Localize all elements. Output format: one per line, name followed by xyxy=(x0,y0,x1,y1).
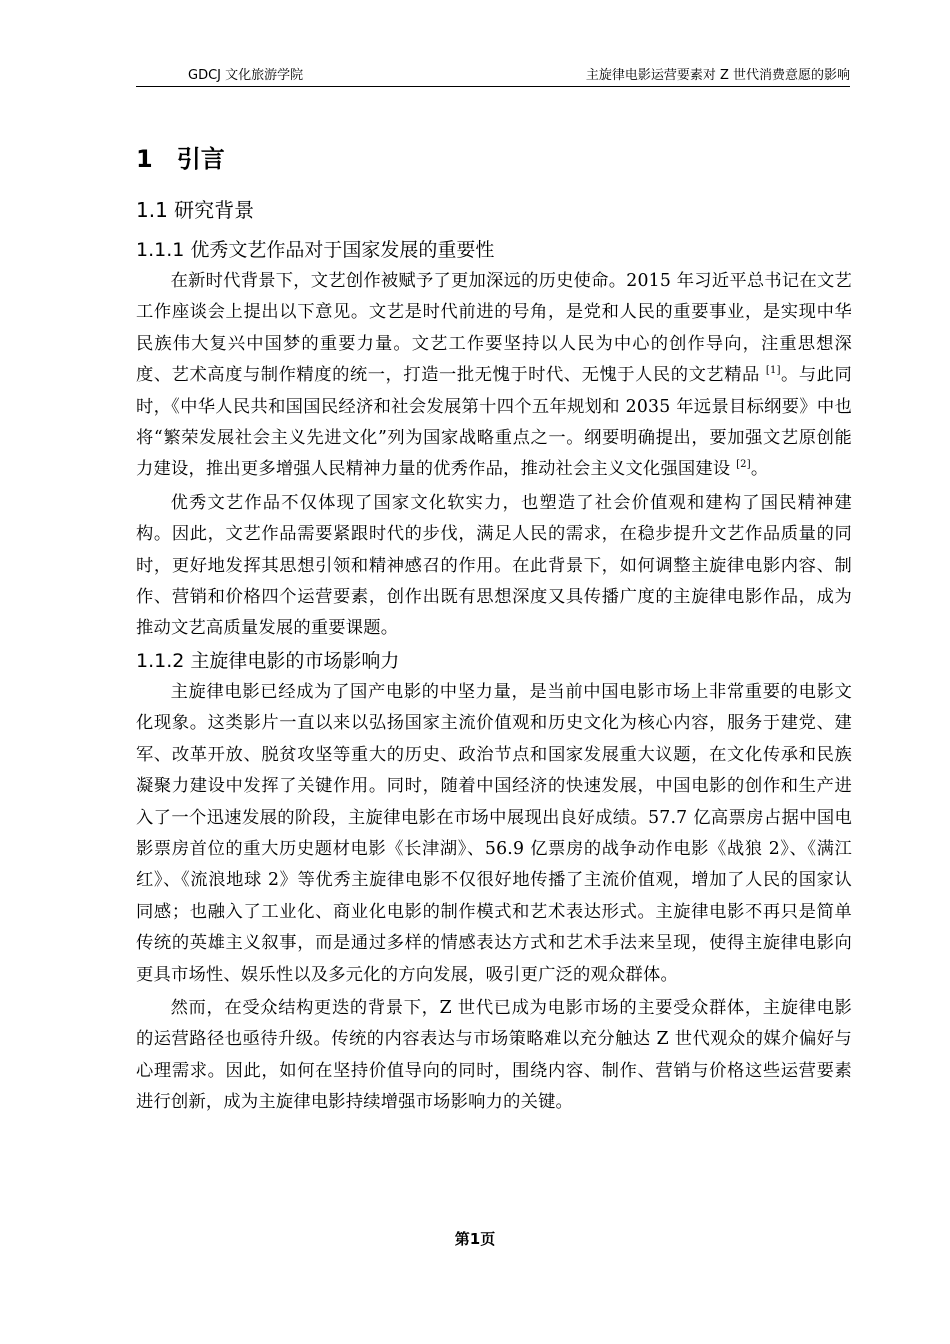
citation-ref[interactable]: [2] xyxy=(736,459,751,471)
subsection-title-1: 1.1.1 优秀文艺作品对于国家发展的重要性 xyxy=(136,239,495,261)
citation-ref[interactable]: [1] xyxy=(765,365,781,377)
section-title: 1.1 研究背景 xyxy=(136,198,255,222)
page-header xyxy=(136,64,850,87)
chapter-title: 1 引言 xyxy=(136,145,225,173)
page-content xyxy=(136,120,852,1121)
paragraph: 在新时代背景下，文艺创作被赋予了更加深远的历史使命。2015 年习近平总书记在文艺工作座谈会上提出以下意见。文艺是时代前进的号角，是党和人民的重要事业，是实现中华民族伟大复兴中国梦的重要力量。文艺工作要坚持以人民为中心的创作导向，注重思想深度、艺术高度与制作精度的统一，打造一批无愧于时代、无愧于人民的文艺精品 [1]。与此同时，《中华人民共和国国民经济和社会发展第十四个五年规划和 2035 年远景目标纲要》中也将“繁荣发展社会主义先进文化”列为国家战略重点之一。纲要明确提出，要加强文艺原创能力建设，推出更多增强人民精神力量的优秀作品，推动社会主义文化强国建设 [2]。 xyxy=(136,271,852,480)
subsection-title-2: 1.1.2 主旋律电影的市场影响力 xyxy=(136,649,400,672)
header-institution: GDCJ 文化旅游学院 xyxy=(188,68,304,83)
page-number: 第1页 xyxy=(454,1230,496,1248)
paragraph: 优秀文艺作品不仅体现了国家文化软实力，也塑造了社会价值观和建构了国民精神建构。因此，文艺作品需要紧跟时代的步伐，满足人民的需求，在稳步提升文艺作品质量的同时，更好地发挥其思想引领和精神感召的作用。在此背景下，如何调整主旋律电影内容、制作、营销和价格四个运营要素，创作出既有思想深度又具传播广度的主旋律电影作品，成为推动文艺高质量发展的重要课题。 xyxy=(136,492,852,639)
header-thesis-title: 主旋律电影运营要素对 Z 世代消费意愿的影响 xyxy=(585,68,850,83)
paragraph: 然而，在受众结构更迭的背景下，Z 世代已成为电影市场的主要受众群体，主旋律电影的运营路径也亟待升级。传统的内容表达与市场策略难以充分触达 Z 世代观众的媒介偏好与心理需求。因此，如何在坚持价值导向的同时，围绕内容、制作、营销与价格这些运营要素进行创新，成为主旋律电影持续增强市场影响力的关键。 xyxy=(136,997,852,1113)
paragraph: 主旋律电影已经成为了国产电影的中坚力量，是当前中国电影市场上非常重要的电影文化现象。这类影片一直以来以弘扬国家主流价值观和历史文化为核心内容，服务于建党、建军、改革开放、脱贫攻坚等重大的历史、政治节点和国家发展重大议题，在文化传承和民族凝聚力建设中发挥了关键作用。同时，随着中国经济的快速发展，中国电影的创作和生产进入了一个迅速发展的阶段，主旋律电影在市场中展现出良好成绩。57.7 亿高票房占据中国电影票房首位的重大历史题材电影《长津湖》、56.9 亿票房的战争动作电影《战狼 2》、《满江红》、《流浪地球 2》等优秀主旋律电影不仅很好地传播了主流价值观，增加了人民的国家认同感；也融入了工业化、商业化电影的制作模式和艺术表达形式。主旋律电影不再只是简单传统的英雄主义叙事，而是通过多样的情感表达方式和艺术手法来呈现，使得主旋律电影向更具市场性、娱乐性以及多元化的方向发展，吸引更广泛的观众群体。 xyxy=(136,681,852,985)
